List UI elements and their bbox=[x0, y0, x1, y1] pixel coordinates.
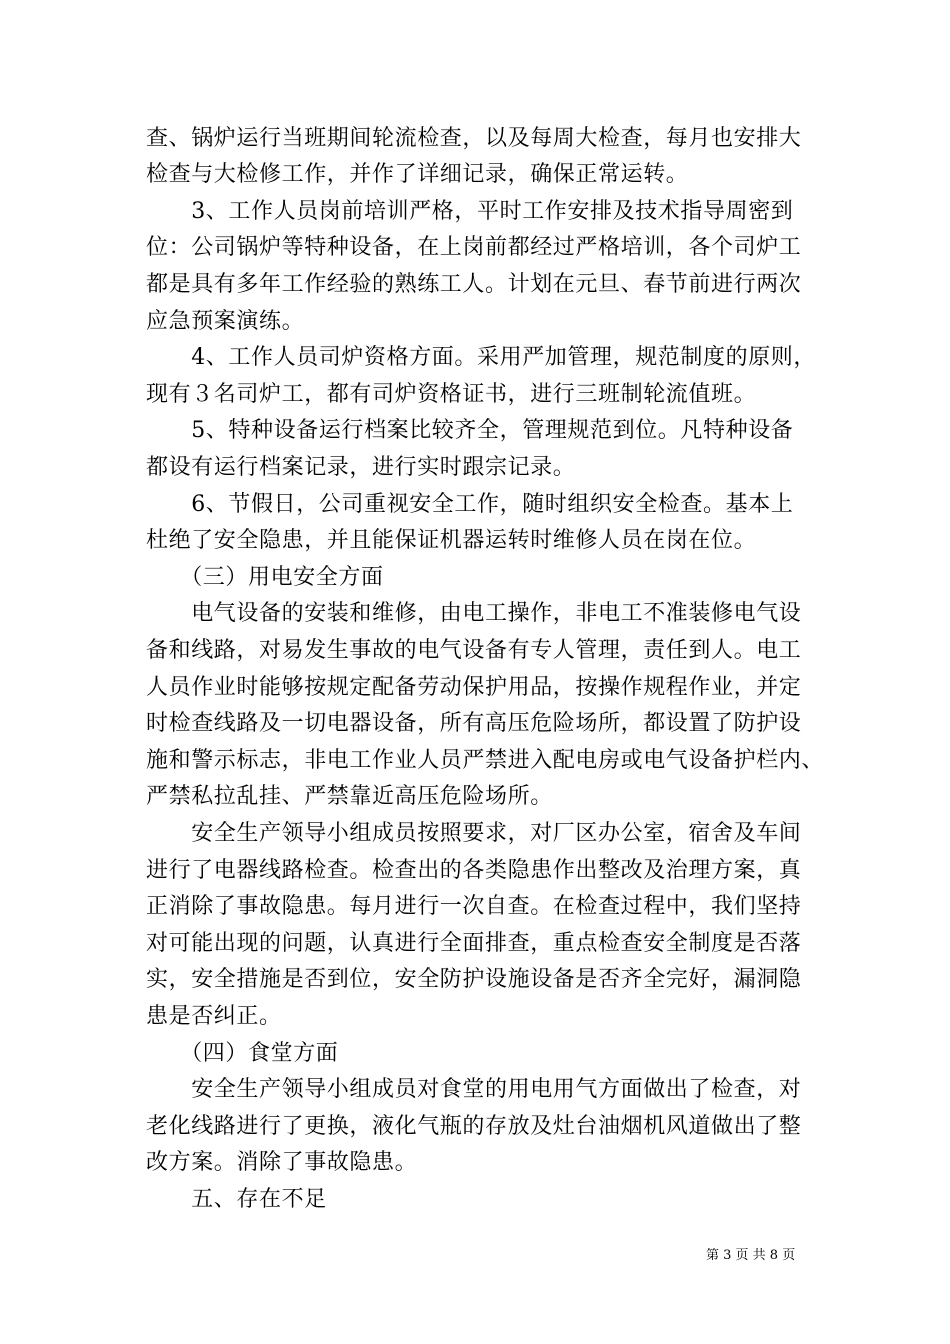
body-text-line: 人员作业时能够按规定配备劳动保护用品，按操作规程作业，并定 bbox=[146, 675, 802, 700]
section-heading: （四）食堂方面 bbox=[146, 1041, 339, 1066]
body-text-line: 位：公司锅炉等特种设备，在上岗前都经过严格培训，各个司炉工 bbox=[146, 235, 802, 260]
body-text-line: 实，安全措施是否到位，安全防护设施设备是否齐全完好，漏洞隐 bbox=[146, 967, 802, 992]
body-text-line: 对可能出现的问题，认真进行全面排查，重点检查安全制度是否落 bbox=[146, 931, 802, 956]
body-text-line: 4、工作人员司炉资格方面。采用严加管理，规范制度的原则， bbox=[146, 345, 816, 370]
body-text-line: 严禁私拉乱挂、严禁靠近高压危险场所。 bbox=[146, 784, 553, 809]
body-text-line: 现有３名司炉工，都有司炉资格证书，进行三班制轮流值班。 bbox=[146, 382, 757, 407]
page-number: 第 3 页 共 8 页 bbox=[706, 1248, 796, 1263]
body-text-line: 应急预案演练。 bbox=[146, 309, 305, 334]
body-text-line: 改方案。消除了事故隐患。 bbox=[146, 1150, 418, 1175]
body-text-line: 5、特种设备运行档案比较齐全，管理规范到位。凡特种设备 bbox=[146, 418, 794, 443]
body-text-line: 检查与大检修工作，并作了详细记录，确保正常运转。 bbox=[146, 162, 689, 187]
body-text-line: 时检查线路及一切电器设备，所有高压危险场所，都设置了防护设 bbox=[146, 711, 802, 736]
body-text-line: 都是具有多年工作经验的熟练工人。计划在元旦、春节前进行两次 bbox=[146, 272, 802, 297]
section-heading: （三）用电安全方面 bbox=[146, 565, 384, 590]
section-heading: 五、存在不足 bbox=[146, 1187, 327, 1212]
body-text-line: 进行了电器线路检查。检查出的各类隐患作出整改及治理方案，真 bbox=[146, 858, 802, 883]
body-text-line: 施和警示标志，非电工作业人员严禁进入配电房或电气设备护栏内、 bbox=[146, 748, 825, 773]
body-text-line: 查、锅炉运行当班期间轮流检查，以及每周大检查，每月也安排大 bbox=[146, 126, 802, 151]
body-text-line: 老化线路进行了更换，液化气瓶的存放及灶台油烟机风道做出了整 bbox=[146, 1114, 802, 1139]
body-text-line: 6、节假日，公司重视安全工作，随时组织安全检查。基本上 bbox=[146, 492, 794, 517]
body-text-line: 都设有运行档案记录，进行实时跟宗记录。 bbox=[146, 455, 576, 480]
body-text-line: 3、工作人员岗前培训严格，平时工作安排及技术指导周密到 bbox=[146, 199, 794, 224]
body-text-line: 正消除了事故隐患。每月进行一次自查。在检查过程中，我们坚持 bbox=[146, 894, 802, 919]
body-text-line: 安全生产领导小组成员对食堂的用电用气方面做出了检查，对 bbox=[146, 1077, 802, 1102]
body-text-line: 电气设备的安装和维修，由电工操作，非电工不准装修电气设 bbox=[146, 601, 802, 626]
body-text-line: 患是否纠正。 bbox=[146, 1004, 282, 1029]
body-text-line: 杜绝了安全隐患，并且能保证机器运转时维修人员在岗在位。 bbox=[146, 528, 757, 553]
body-text-line: 备和线路，对易发生事故的电气设备有专人管理，责任到人。电工 bbox=[146, 638, 802, 663]
body-text-line: 安全生产领导小组成员按照要求，对厂区办公室，宿舍及车间 bbox=[146, 821, 802, 846]
